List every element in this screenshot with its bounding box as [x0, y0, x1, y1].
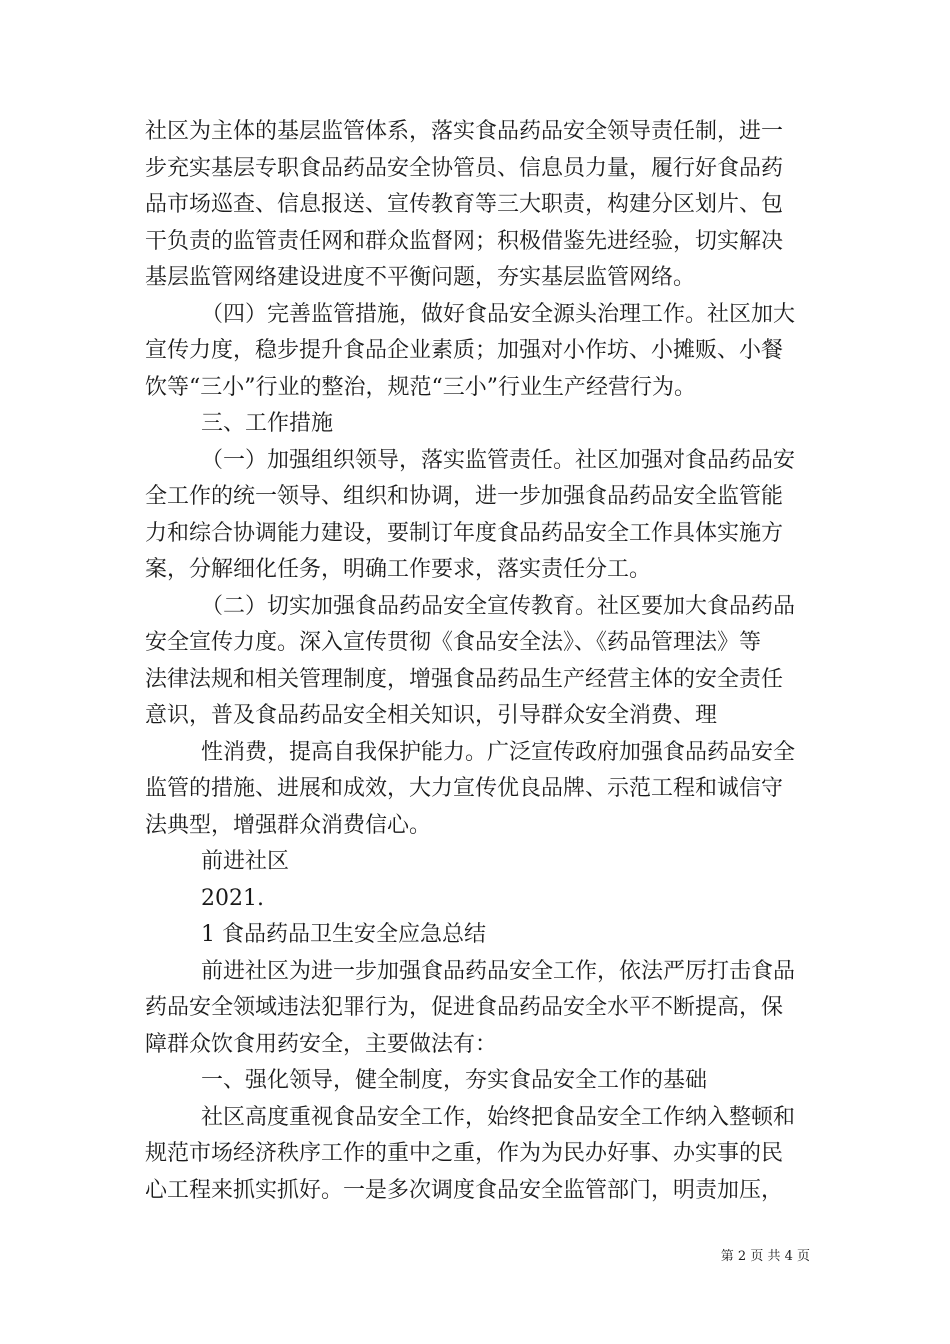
text-line: 监管的措施、进展和成效，大力宣传优良品牌、示范工程和诚信守 [145, 776, 784, 801]
text-line: （四）完善监管措施，做好食品安全源头治理工作。社区加大 [201, 301, 796, 327]
text-line: 品市场巡查、信息报送、宣传教育等三大职责，构建分区划片、包 [145, 192, 784, 217]
text-line: 1 食品药品卫生安全应急总结 [201, 922, 486, 947]
text-line: 基层监管网络建设进度不平衡问题，夯实基层监管网络。 [145, 265, 696, 290]
text-line: 性消费，提高自我保护能力。广泛宣传政府加强食品药品安全 [201, 739, 796, 765]
document-body [145, 114, 807, 1209]
text-line: 法典型，增强群众消费信心。 [145, 812, 432, 838]
text-line: 法律法规和相关管理制度，增强食品药品生产经营主体的安全责任 [145, 666, 784, 692]
text-line: 意识，普及食品药品安全相关知识，引导群众安全消费、理 [145, 703, 718, 728]
text-line: 宣传力度，稳步提升食品企业素质；加强对小作坊、小摊贩、小餐 [145, 338, 784, 363]
text-line: （一）加强组织领导，落实监管责任。社区加强对食品药品安 [201, 447, 796, 473]
text-line: 全工作的统一领导、组织和协调，进一步加强食品药品安全监管能 [145, 484, 784, 509]
page-number-footer: 第 2 页 共 4 页 [720, 1249, 810, 1264]
text-line: （二）切实加强食品药品安全宣传教育。社区要加大食品药品 [201, 593, 796, 619]
text-line: 三、工作措施 [201, 411, 334, 436]
text-line: 案，分解细化任务，明确工作要求，落实责任分工。 [145, 557, 652, 582]
text-line: 力和综合协调能力建设，要制订年度食品药品安全工作具体实施方 [145, 520, 784, 546]
text-line: 社区高度重视食品安全工作，始终把食品安全工作纳入整顿和 [201, 1104, 796, 1130]
text-line: 步充实基层专职食品药品安全协管员、信息员力量，履行好食品药 [145, 155, 784, 181]
text-line: 社区为主体的基层监管体系，落实食品药品安全领导责任制，进一 [145, 119, 784, 144]
text-line: 饮等“三小”行业的整治，规范“三小”行业生产经营行为。 [145, 374, 696, 400]
text-line: 药品安全领域违法犯罪行为，促进食品药品安全水平不断提高，保 [145, 995, 784, 1020]
text-line: 2021. [201, 885, 264, 911]
text-line: 障群众饮食用药安全，主要做法有： [145, 1031, 498, 1057]
text-line: 安全宣传力度。深入宣传贯彻《食品安全法》、《药品管理法》等 [145, 630, 762, 655]
text-line: 规范市场经济秩序工作的重中之重，作为为民办好事、办实事的民 [145, 1141, 784, 1166]
text-line: 前进社区为进一步加强食品药品安全工作，依法严厉打击食品 [201, 958, 796, 984]
text-line: 干负责的监管责任网和群众监督网；积极借鉴先进经验，切实解决 [145, 228, 784, 254]
text-line: 前进社区 [201, 849, 290, 874]
text-line: 一、强化领导，健全制度，夯实食品安全工作的基础 [201, 1068, 708, 1093]
text-line: 心工程来抓实抓好。一是多次调度食品安全监管部门，明责加压， [145, 1177, 784, 1203]
